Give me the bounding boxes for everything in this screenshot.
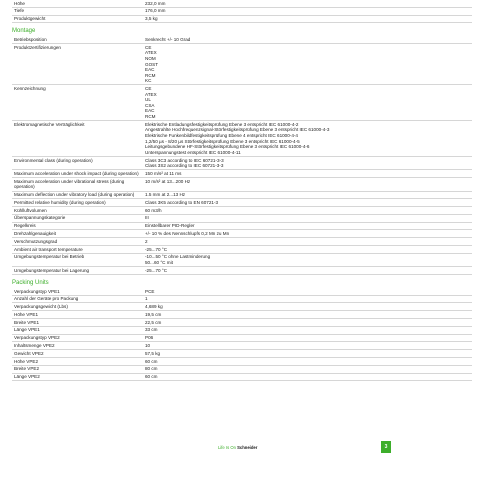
- spec-label: Ambient air transport temperature: [12, 245, 143, 253]
- spec-row: [12, 357, 472, 365]
- spec-value: 10: [143, 342, 472, 350]
- spec-label: Anzahl der Geräte pro Packung: [12, 295, 143, 303]
- spec-label: Environmental class (during operation): [12, 156, 143, 169]
- spec-label: Verpackungsgewicht (Lbs): [12, 303, 143, 311]
- packing-spec-rows: [12, 288, 472, 381]
- spec-row: [12, 311, 472, 319]
- spec-label: Verpackungstyp VPE1: [12, 288, 143, 295]
- spec-label: Kühlluftvolumen: [12, 207, 143, 215]
- page-number-badge: 3: [381, 441, 391, 453]
- spec-row: [12, 288, 472, 295]
- spec-label: Regelkreis: [12, 222, 143, 230]
- spec-label: Maximum acceleration under vibrational stress (during operation): [12, 178, 143, 191]
- spec-label: Höhe: [12, 0, 143, 7]
- spec-row: [12, 36, 472, 43]
- spec-value: 10 m/s² at 13...200 Hz: [143, 178, 472, 191]
- spec-row: [12, 15, 472, 23]
- spec-label: Maximum deflection under vibratory load (during operation): [12, 191, 143, 199]
- spec-value: Einstellbarer PID-Regler: [143, 222, 472, 230]
- top-spec-rows: [12, 0, 472, 23]
- spec-value: 2: [143, 238, 472, 246]
- spec-value: 3,5 kg: [143, 15, 472, 23]
- spec-value: 150 m/s² at 11 ms: [143, 170, 472, 178]
- spec-label: Drehzahlgenauigkeit: [12, 230, 143, 238]
- spec-row: [12, 295, 472, 303]
- spec-row: [12, 214, 472, 222]
- spec-value: P06: [143, 334, 472, 342]
- packing-section-title: Packing Units: [12, 279, 49, 286]
- spec-row: [12, 365, 472, 373]
- spec-row: [12, 342, 472, 350]
- spec-label: Betriebsposition: [12, 36, 143, 43]
- spec-value: Senkrecht +/- 10 Grad: [143, 36, 472, 43]
- spec-row: [12, 253, 472, 266]
- spec-label: Produktgewicht: [12, 15, 143, 23]
- spec-value: Class 3C3 according to IEC 60721-3-3 Class 3S2 according to IEC 60721-3-3: [143, 156, 472, 169]
- spec-value: Elektrische Entladungsfestigkeitsprüfung Ebene 3 entspricht IEC 61000-4-2 Angestrahlte Hochfrequenzsignal-Störfestigkeitsprüfung Ebene 3 entspricht IEC 61000-4-3 Elektrische Funkenbildfestigkeitsprüfung Ebene 4 entspricht IEC 61000-4-4 1,2/50 µs - 8/20 µs Störfestigkeitsprüfung Ebene 3 entspricht IEC 61000-4-5 Leitungsgebundene HF-Störfestigkeitsprüfung Ebene 3 entspricht IEC 61000-4-6 Unterspannungstest entspricht IEC 61000-4-11: [143, 121, 472, 157]
- spec-row: [12, 334, 472, 342]
- logo-brand-name: Schneider: [237, 445, 258, 450]
- spec-value: 60 m3/h: [143, 207, 472, 215]
- spec-label: Höhe VPE2: [12, 357, 143, 365]
- spec-label: Länge VPE1: [12, 326, 143, 334]
- spec-row: [12, 170, 472, 178]
- spec-value: III: [143, 214, 472, 222]
- spec-row: [12, 85, 472, 121]
- spec-value: 33 cm: [143, 326, 472, 334]
- spec-label: Umgebungstemperatur bei Lagerung: [12, 267, 143, 275]
- spec-value: 60 cm: [143, 373, 472, 381]
- spec-row: [12, 238, 472, 246]
- spec-label: Tiefe: [12, 7, 143, 15]
- spec-row: [12, 303, 472, 311]
- spec-value: PCE: [143, 288, 472, 295]
- spec-value: 232,0 mm: [143, 0, 472, 7]
- spec-label: Verschmutzungsgrad: [12, 238, 143, 246]
- montage-spec-table: [12, 36, 472, 275]
- spec-label: Gewicht VPE2: [12, 350, 143, 358]
- spec-value: -10...50 °C ohne Lastminderung 50...60 °C mit: [143, 253, 472, 266]
- packing-spec-table: [12, 288, 472, 381]
- spec-row: [12, 230, 472, 238]
- spec-row: [12, 199, 472, 207]
- spec-row: [12, 350, 472, 358]
- page-footer: [0, 438, 484, 484]
- spec-value: -25...70 °C: [143, 267, 472, 275]
- spec-row: [12, 326, 472, 334]
- spec-label: Breite VPE1: [12, 319, 143, 327]
- spec-row: [12, 156, 472, 169]
- spec-value: 176,0 mm: [143, 7, 472, 15]
- spec-label: Breite VPE2: [12, 365, 143, 373]
- spec-row: [12, 191, 472, 199]
- spec-value: 19,5 cm: [143, 311, 472, 319]
- spec-row: [12, 121, 472, 157]
- top-spec-table: [12, 0, 472, 23]
- spec-row: [12, 207, 472, 215]
- logo-tagline: Life Is On: [218, 445, 236, 450]
- spec-value: 4,689 kg: [143, 303, 472, 311]
- spec-row: [12, 44, 472, 85]
- spec-row: [12, 373, 472, 381]
- montage-section-title: Montage: [12, 28, 36, 35]
- spec-label: Überspannungskategorie: [12, 214, 143, 222]
- montage-spec-rows: [12, 36, 472, 274]
- spec-label: Permitted relative humidity (during operation): [12, 199, 143, 207]
- datasheet-page: [12, 0, 472, 381]
- spec-label: Inhaltsmenge VPE2: [12, 342, 143, 350]
- spec-value: 1.5 mm at 2...13 Hz: [143, 191, 472, 199]
- spec-value: CE ATEX NOM GOST EAC RCM KC: [143, 44, 472, 85]
- spec-value: +/- 10 % des Nennschlupfs 0,2 Mn zu Mn: [143, 230, 472, 238]
- spec-row: [12, 0, 472, 7]
- spec-value: 80 cm: [143, 365, 472, 373]
- spec-label: Umgebungstemperatur bei Betrieb: [12, 253, 143, 266]
- spec-value: -25...70 °C: [143, 245, 472, 253]
- spec-value: Class 3K5 according to EN 60721-3: [143, 199, 472, 207]
- spec-label: Länge VPE2: [12, 373, 143, 381]
- spec-row: [12, 7, 472, 15]
- spec-label: Produktzertifizierungen: [12, 44, 143, 85]
- spec-value: 1: [143, 295, 472, 303]
- spec-label: Verpackungstyp VPE2: [12, 334, 143, 342]
- brand-logo: [218, 445, 257, 451]
- spec-label: Maximum acceleration under shock impact (during operation): [12, 170, 143, 178]
- spec-row: [12, 267, 472, 275]
- spec-value: 60 cm: [143, 357, 472, 365]
- spec-label: Elektromagnetische Verträglichkeit: [12, 121, 143, 157]
- spec-label: Kennzeichnung: [12, 85, 143, 121]
- spec-value: CE ATEX UL CSA EAC RCM: [143, 85, 472, 121]
- spec-label: Höhe VPE1: [12, 311, 143, 319]
- spec-row: [12, 319, 472, 327]
- spec-row: [12, 178, 472, 191]
- spec-row: [12, 222, 472, 230]
- spec-value: 22,5 cm: [143, 319, 472, 327]
- spec-row: [12, 245, 472, 253]
- spec-value: 57,5 kg: [143, 350, 472, 358]
